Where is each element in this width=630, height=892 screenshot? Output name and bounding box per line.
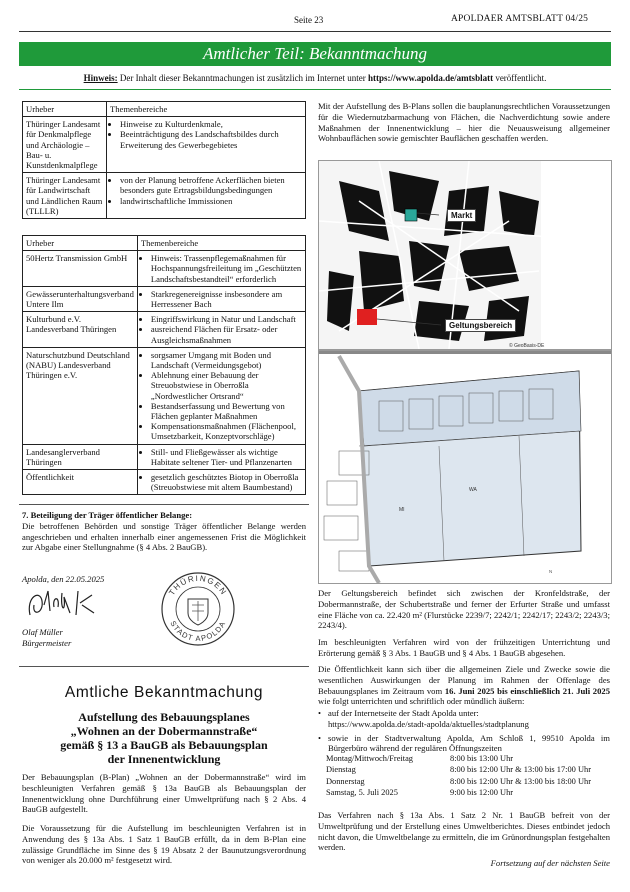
- bullet-text: auf der Internetseite der Stadt Apolda unter:: [328, 708, 479, 718]
- urheber-cell: Öffentlichkeit: [23, 470, 138, 495]
- section-7-title: 7. Beteiligung der Träger öffentlicher Belange:: [22, 510, 193, 520]
- section-7-text: Die betroffenen Behörden und sonstige Träger öffentlicher Belange werden angeschrieben und erhalten innerhalb einer angemessenen Frist die Möglichkeit zur Abgabe einer Stellungnahme (§ 4 Abs. 2 BauGB).: [22, 520, 306, 553]
- table-row: [23, 251, 306, 287]
- parcel-plan-map: [318, 350, 612, 584]
- section-banner: Amtlicher Teil: Bekanntmachung: [19, 42, 611, 66]
- continued-note: Fortsetzung auf der nächsten Seite: [490, 858, 610, 868]
- hinweis-text: Der Inhalt dieser Bekanntmachungen ist zusätzlich im Internet unter: [119, 73, 366, 83]
- opening-hours-table: [326, 753, 595, 798]
- city-seal: [160, 571, 236, 647]
- intro-paragraph: Mit der Aufstellung des B-Plans sollen die bauplanungsrechtlichen Voraussetzungen für die Wiedernutzbarmachung von Flächen, die Nachverdichtung sowie andere Maßnahmen der Innenentwicklung – hier die Neuausweisung allgemeiner Wohnbauflächen sowie gemischter Bauflächen geschaffen werden.: [318, 101, 610, 144]
- subheading-line: der Innenentwicklung: [107, 752, 221, 766]
- themen-item: • von der Planung betroffene Ackerflächen bieten besonders gute Ertragsbildungsbedingungen: [120, 175, 302, 195]
- table2-header-urheber: Urheber: [23, 236, 138, 251]
- geltungsbereich-paragraph: Der Geltungsbereich befindet sich zwischen der Kronfeldstraße, der Dobermannstraße, der Schubertstraße und ferner der Erfurter Straße und umfasst eine Fläche von ca. 22.420 m² (Flurstücke 2239/7; 2242/1; 2242/17; 2243/2; 2243/3; 2243/4).: [318, 588, 610, 631]
- urheber-cell: Thüringer Landesamt für Denkmalpflege und Archäologie – Bau- u. Kunstdenkmalpflege: [23, 117, 107, 173]
- themen-item: • Ablehnung einer Bebauung der Streuobstwiese in Oberroßla „Nordwestlicher Ortsrand“: [151, 370, 302, 401]
- page-number: Seite 23: [294, 15, 324, 25]
- hours-day: Samstag, 5. Juli 2025: [326, 787, 398, 797]
- signatory-name: Olaf Müller: [22, 627, 63, 637]
- urheber-table-2: [22, 235, 306, 495]
- hours-time: 8:00 bis 13:00 Uhr: [450, 754, 514, 763]
- place-date: Apolda, den 22.05.2025: [22, 574, 105, 584]
- table-row: [326, 753, 595, 764]
- table2-header-themen: Themenbereiche: [137, 236, 305, 251]
- hours-day: Donnerstag: [326, 776, 365, 786]
- subheading-line: gemäß § 13 a BauGB als Bebauungsplan: [60, 738, 268, 752]
- bullet-text: sowie in der Stadtverwaltung Apolda, Am Schloß 1, 99510 Apolda im Bürgerbüro während der regulären Öffnungszeiten: [328, 732, 610, 754]
- urheber-cell: Thüringer Landesamt für Landwirtschaft und Ländlichen Raum (TLLLR): [23, 173, 107, 219]
- offenlage-text: Die Öffentlichkeit kann sich über die allgemeinen Ziele und Zwecke sowie die wesentlichen Auswirkungen der Planung im Rahmen der Offenlage des Bebauungsplanes im Zeitraum vom: [318, 664, 610, 696]
- umweltpruefung-paragraph: Das Verfahren nach § 13a Abs. 1 Satz 2 Nr. 1 BauGB befreit von der Umweltprüfung und der Erstellung eines Umweltberichtes. Dieses entbindet jedoch nicht davon, die Umweltbelange zu ermitteln, die im Grünordnungsplan festgehalten werden.: [318, 810, 610, 853]
- seal-top-text: THÜRINGEN: [167, 573, 229, 598]
- offenlage-period: 16. Juni 2025 bis einschließlich 21. Juli 2025: [444, 685, 610, 696]
- table-row: [23, 444, 306, 469]
- offenlage-paragraph: [318, 664, 610, 707]
- subheading-line: „Wohnen an der Dobermannstraße“: [70, 724, 258, 738]
- svg-text:© GeoBasis-DE: © GeoBasis-DE: [509, 343, 545, 349]
- table-row: [23, 347, 306, 444]
- signatory-role: Bürgermeister: [22, 637, 72, 648]
- table1-header-urheber: Urheber: [23, 102, 107, 117]
- table-row: [23, 312, 306, 348]
- table-row: [23, 470, 306, 495]
- svg-text:WA: WA: [469, 487, 477, 493]
- hinweis-suffix: veröffentlicht.: [495, 73, 547, 83]
- urheber-cell: Kulturbund e.V. Landesverband Thüringen: [23, 312, 138, 348]
- table-row: [326, 764, 595, 775]
- urheber-cell: Gewässerunterhaltungsverband Untere Ilm: [23, 286, 138, 311]
- themen-item: • landwirtschaftliche Immissionen: [120, 196, 302, 206]
- signature-image: [22, 585, 122, 623]
- svg-text:MI: MI: [399, 507, 405, 513]
- stadtplanung-link[interactable]: https://www.apolda.de/stadt-apolda/aktuelles/stadtplanung: [328, 718, 529, 729]
- hinweis-label: Hinweis:: [83, 73, 118, 83]
- table-row: [326, 787, 595, 798]
- amtsblatt-link[interactable]: https://www.apolda.de/amtsblatt: [368, 73, 494, 83]
- themen-item: • Still- und Fließgewässer als wichtige Habitate seltener Tier- und Pflanzenarten: [151, 447, 302, 467]
- bullet-item: • sowie in der Stadtverwaltung Apolda, Am Schloß 1, 99510 Apolda im Bürgerbüro während der regulären Öffnungszeiten: [318, 732, 610, 754]
- map-label-geltungsbereich: Geltungsbereich: [445, 319, 516, 332]
- hinweis-line: [19, 73, 611, 83]
- themen-item: • gesetzlich geschütztes Biotop in Oberroßla (Streuobstwiese mit altem Baumbestand): [151, 472, 302, 492]
- hours-time: 8:00 bis 12:00 Uhr & 13:00 bis 18:00 Uhr: [450, 776, 591, 786]
- header-rule: [19, 31, 611, 32]
- hours-time: 9:00 bis 12:00 Uhr: [450, 787, 514, 797]
- themen-item: • ausreichend Flächen für Ersatz- oder Ausgleichsmaßnahmen: [151, 324, 302, 344]
- urheber-cell: Naturschutzbund Deutschland (NABU) Landesverband Thüringen e.V.: [23, 347, 138, 444]
- hours-day: Dienstag: [326, 765, 356, 775]
- themen-item: • sorgsamer Umgang mit Boden und Landschaft (Vermeidungsgebot): [151, 350, 302, 370]
- offenlage-text-end: wie folgt unterrichten und schriftlich oder mündlich äußern:: [318, 696, 525, 707]
- publication-title: APOLDAER AMTSBLATT 04/25: [451, 14, 589, 24]
- notice-heading: Amtliche Bekanntmachung: [64, 684, 264, 701]
- themen-item: • Eingriffswirkung in Natur und Landschaft: [151, 314, 302, 324]
- hours-day: Montag/Mittwoch/Freitag: [326, 754, 413, 763]
- table1-header-themen: Themenbereiche: [107, 102, 306, 117]
- verfahren-paragraph: Im beschleunigten Verfahren wird von der frühzeitigen Unterrichtung und Erörterung gemäß § 3 Abs. 1 BauGB und § 4 Abs. 1 BauGB abgesehen.: [318, 637, 610, 658]
- city-overview-map: [318, 160, 612, 350]
- hours-time: 8:00 bis 12:00 Uhr & 13:00 bis 17:00 Uhr: [450, 765, 591, 775]
- hinweis-rule: [19, 89, 611, 90]
- svg-text:THÜRINGEN: [167, 574, 229, 597]
- table-row: [23, 286, 306, 311]
- urheber-table-1: [22, 101, 306, 219]
- section-7: [22, 510, 306, 553]
- signatory: [22, 627, 71, 648]
- table-row: [23, 117, 306, 173]
- svg-text:N: N: [549, 569, 553, 574]
- info-bullets: [318, 708, 610, 754]
- map-label-markt: Markt: [447, 209, 476, 222]
- themen-item: • Starkregenereignisse insbesondere am Herressener Bach: [151, 289, 302, 309]
- table-rule: [19, 504, 309, 505]
- notice-rule: [19, 666, 309, 667]
- table-row: [326, 776, 595, 787]
- themen-item: • Kompensationsmaßnahmen (Flächenpool, Umsetzbarkeit, Konzeptvorschläge): [151, 421, 302, 441]
- themen-item: • Beeinträchtigung des Landschaftsbildes durch Erweiterung des Gewerbegebietes: [120, 129, 302, 149]
- notice-subheading: [22, 710, 306, 766]
- themen-item: • Hinweis: Trassenpflegemaßnahmen für Hochspannungsfreileitung im „Geschützten Landschaftsbestandteil“ erforderlich: [151, 253, 302, 284]
- notice-paragraph-1: Der Bebauungsplan (B-Plan) „Wohnen an der Dobermannstraße“ wird im beschleunigten Verfahren gemäß § 13a BauGB als Bebauungsplan der Innenentwicklung ohne Durchführung einer Umweltprüfung nach § 2 Abs. 4 BauGB aufgestellt.: [22, 772, 306, 815]
- urheber-cell: Landesanglerverband Thüringen: [23, 444, 138, 469]
- table-row: [23, 173, 306, 219]
- seal-bottom-text: STADT APOLDA: [168, 619, 228, 644]
- urheber-cell: 50Hertz Transmission GmbH: [23, 251, 138, 287]
- bullet-item: • auf der Internetseite der Stadt Apolda unter: https://www.apolda.de/stadt-apolda/aktuelles/stadtplanung: [318, 708, 529, 729]
- notice-paragraph-2: Die Voraussetzung für die Aufstellung im beschleunigten Verfahren ist in Anwendung des § 13a Abs. 1 Satz 1 BauGB erfüllt, da in dem B-Plan eine zulässige Grundfläche im Sinne des § 19 Absatz 2 der Baunutzungsverordnung von weniger als 20.000 m² festgesetzt wird.: [22, 823, 306, 866]
- themen-item: • Hinweise zu Kulturdenkmale,: [120, 119, 302, 129]
- subheading-line: Aufstellung des Bebauungsplanes: [78, 710, 250, 724]
- themen-item: • Bestandserfassung und Bewertung von Flächen geplanter Maßnahmen: [151, 401, 302, 421]
